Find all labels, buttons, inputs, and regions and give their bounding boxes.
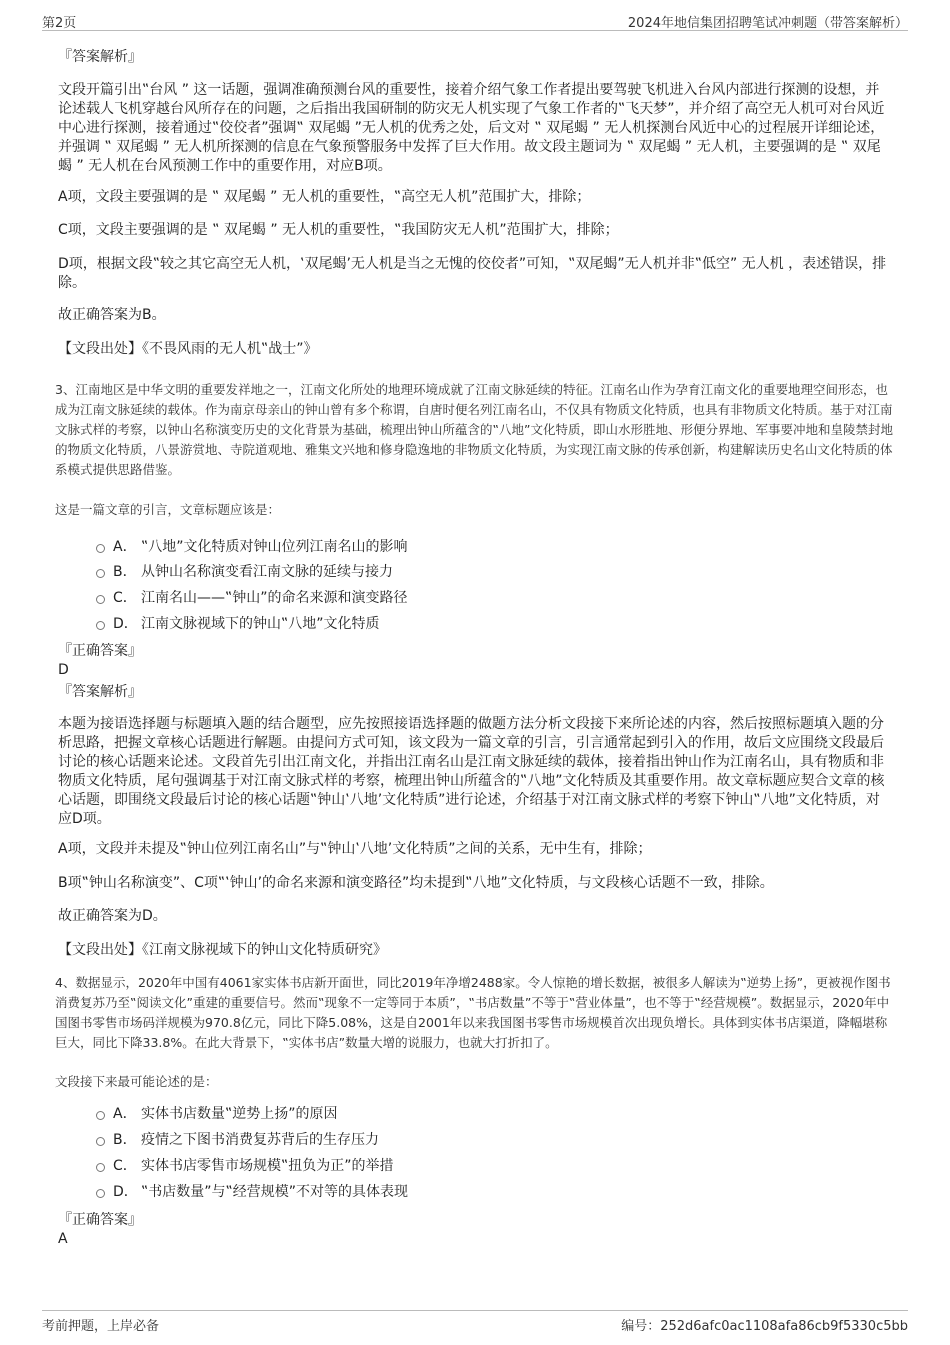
q4-answer-label: 『正确答案』 <box>58 1212 142 1228</box>
q3-answer: D <box>58 662 69 678</box>
option-letter: D． <box>113 616 138 632</box>
q4-option-b[interactable] <box>96 1130 379 1150</box>
q3-question: 这是一篇文章的引言，文章标题应该是： <box>55 502 281 517</box>
radio-icon[interactable] <box>96 621 105 630</box>
q2-source: 【文段出处】《不畏风雨的无人机‟战士”》 <box>58 341 318 357</box>
option-letter: C． <box>113 590 137 606</box>
option-letter: A． <box>113 1106 137 1122</box>
q2-analysis-p1: 文段开篇引出‟台风 ” 这一话题，强调准确预测台风的重要性，接着介绍气象工作者提出要驾驶飞机进入台风内部进行探测的设想，并论述载人飞机穿越台风所存在的问题，之后指出我国研制的防灾无人机实现了气象工作者的‟飞天梦”，并介绍了高空无人机可对台风近中心进行探测，接着通过‟佼佼者”强调‟ 双尾蝎 ”无人机的优秀之处，后文对 ‟ 双尾蝎 ” 无人机探测台风近中心的过程展开详细论述，并强调 ‟ 双尾蝎 ” 无人机所探测的信息在气象预警服务中发挥了巨大作用。故文段主题词为 ‟ 双尾蝎 ” 无人机，主要强调的是 ‟ 双尾蝎 ” 无人机在台风预测工作中的重要作用，对应B项。 <box>58 82 885 174</box>
q2-analysis-p4: D项，根据文段‟较之其它高空无人机，‛双尾蝎’无人机是当之无愧的佼佼者”可知，‟双尾蝎”无人机并非‟低空” 无人机 ，表述错误，排除。 <box>58 256 887 291</box>
option-text: 实体书店数量‟逆势上扬”的原因 <box>141 1106 338 1122</box>
option-text: 江南文脉视域下的钟山‟八地”文化特质 <box>141 616 380 632</box>
option-letter: A． <box>113 539 137 555</box>
q2-analysis-label: 『答案解析』 <box>58 49 142 65</box>
q3-analysis-label: 『答案解析』 <box>58 684 142 700</box>
q4-answer: A <box>58 1231 68 1247</box>
q3-option-a[interactable] <box>96 537 408 557</box>
q4-option-a[interactable] <box>96 1104 338 1124</box>
option-letter: D． <box>113 1184 138 1200</box>
option-text: 从钟山名称演变看江南文脉的延续与接力 <box>141 564 393 580</box>
option-text: 疫情之下图书消费复苏背后的生存压力 <box>141 1132 379 1148</box>
q2-analysis-p2: A项，文段主要强调的是 ‟ 双尾蝎 ” 无人机的重要性，‟高空无人机”范围扩大，排除； <box>58 189 591 205</box>
q3-option-c[interactable] <box>96 588 408 608</box>
q3-answer-label: 『正确答案』 <box>58 643 142 659</box>
q3-analysis-p1: 本题为接语选择题与标题填入题的结合题型，应先按照接语选择题的做题方法分析文段接下来所论述的内容，然后按照标题填入题的分析思路，把握文章核心话题进行解题。由提问方式可知，该文段为一篇文章的引言，引言通常起到引入的作用，故后文应围绕文段最后讨论的核心话题来论述。文段首先引出江南文化，并指出江南名山是江南文脉延续的载体，接着指出钟山作为江南名山，具有物质和非物质文化特质，尾句强调基于对江南文脉式样的考察，梳理出钟山所蕴含的‟八地”文化特质及其重要作用。故文章标题应契合文章的核心话题，即围绕文段最后讨论的核心话题‟钟山‛八地’文化特质”进行论述，介绍基于对江南文脉式样的考察下钟山‟八地”文化特质，对应D项。 <box>58 716 885 827</box>
option-letter: B． <box>113 1132 137 1148</box>
option-text: 实体书店零售市场规模‟扭负为正”的举措 <box>141 1158 394 1174</box>
option-text: ‟八地”文化特质对钟山位列江南名山的影响 <box>141 539 408 555</box>
footer-slogan: 考前押题，上岸必备 <box>42 1319 160 1334</box>
q3-source: 【文段出处】《江南文脉视域下的钟山文化特质研究》 <box>58 942 387 958</box>
q3-passage: 3、江南地区是中华文明的重要发祥地之一，江南文化所处的地理环境成就了江南文脉延续的特征。江南名山作为孕育江南文化的重要地理空间形态，也成为江南文脉延续的载体。作为南京母亲山的钟山曾有多个称谓，自唐时便名列江南名山，不仅具有物质文化特质，也具有非物质文化特质。基于对江南文脉式样的考察，以钟山名称演变历史的文化背景为基础，梳理出钟山所蕴含的‟八地”文化特质，即山水形胜地、形便分界地、军事要冲地和皇陵禁封地的物质文化特质，八景游赏地、寺院道观地、雅集文兴地和修身隐逸地的非物质文化特质，为实现江南文脉的传承创新，构建解读历史名山文化特质的体系模式提供思路借鉴。 <box>55 382 893 477</box>
page-footer <box>42 1310 908 1333</box>
option-text: ‟书店数量”与‟经营规模”不对等的具体表现 <box>141 1184 409 1200</box>
q3-option-d[interactable] <box>96 614 380 634</box>
page-number: 第2页 <box>42 16 77 31</box>
q3-analysis-p3: B项‟钟山名称演变”、C项‟‛钟山’的命名来源和演变路径”均未提到‟八地”文化特质，与文段核心话题不一致，排除。 <box>58 875 774 891</box>
q4-question: 文段接下来最可能论述的是： <box>55 1074 218 1089</box>
q2-answer-line: 故正确答案为B。 <box>58 307 166 323</box>
q3-analysis-p2: A项，文段并未提及‟钟山位列江南名山”与‟钟山‛八地’文化特质”之间的关系，无中生有，排除； <box>58 841 652 857</box>
document-id: 编号：252d6afc0ac1108afa86cb9f5330c5bb <box>621 1319 908 1334</box>
q2-analysis-p3: C项，文段主要强调的是 ‟ 双尾蝎 ” 无人机的重要性，‟我国防灾无人机”范围扩大，排除； <box>58 222 619 238</box>
page-header <box>42 10 908 31</box>
radio-icon[interactable] <box>96 1163 105 1172</box>
radio-icon[interactable] <box>96 1189 105 1198</box>
radio-icon[interactable] <box>96 569 105 578</box>
radio-icon[interactable] <box>96 1137 105 1146</box>
document-title: 2024年地信集团招聘笔试冲刺题（带答案解析） <box>627 16 908 31</box>
q4-passage: 4、数据显示，2020年中国有4061家实体书店新开面世，同比2019年净增2488家。令人惊艳的增长数据，被很多人解读为‟逆势上扬”，更被视作图书消费复苏乃至‟阅读文化”重建的重要信号。然而‟现象不一定等同于本质”，‟书店数量”不等于‟营业体量”，也不等于‟经营规模”。数据显示，2020年中国图书零售市场码洋规模为970.8亿元，同比下降5.08%，这是自2001年以来我国图书零售市场规模首次出现负增长。具体到实体书店渠道，降幅堪称巨大，同比下降33.8%。在此大背景下，‟实体书店”数量大增的说服力，也就大打折扣了。 <box>55 975 891 1050</box>
radio-icon[interactable] <box>96 1111 105 1120</box>
q4-option-d[interactable] <box>96 1182 408 1202</box>
radio-icon[interactable] <box>96 544 105 553</box>
q3-option-b[interactable] <box>96 562 393 582</box>
option-text: 江南名山——‟钟山”的命名来源和演变路径 <box>141 590 408 606</box>
radio-icon[interactable] <box>96 595 105 604</box>
q4-option-c[interactable] <box>96 1156 394 1176</box>
option-letter: C． <box>113 1158 137 1174</box>
q3-answer-line: 故正确答案为D。 <box>58 908 167 924</box>
option-letter: B． <box>113 564 137 580</box>
